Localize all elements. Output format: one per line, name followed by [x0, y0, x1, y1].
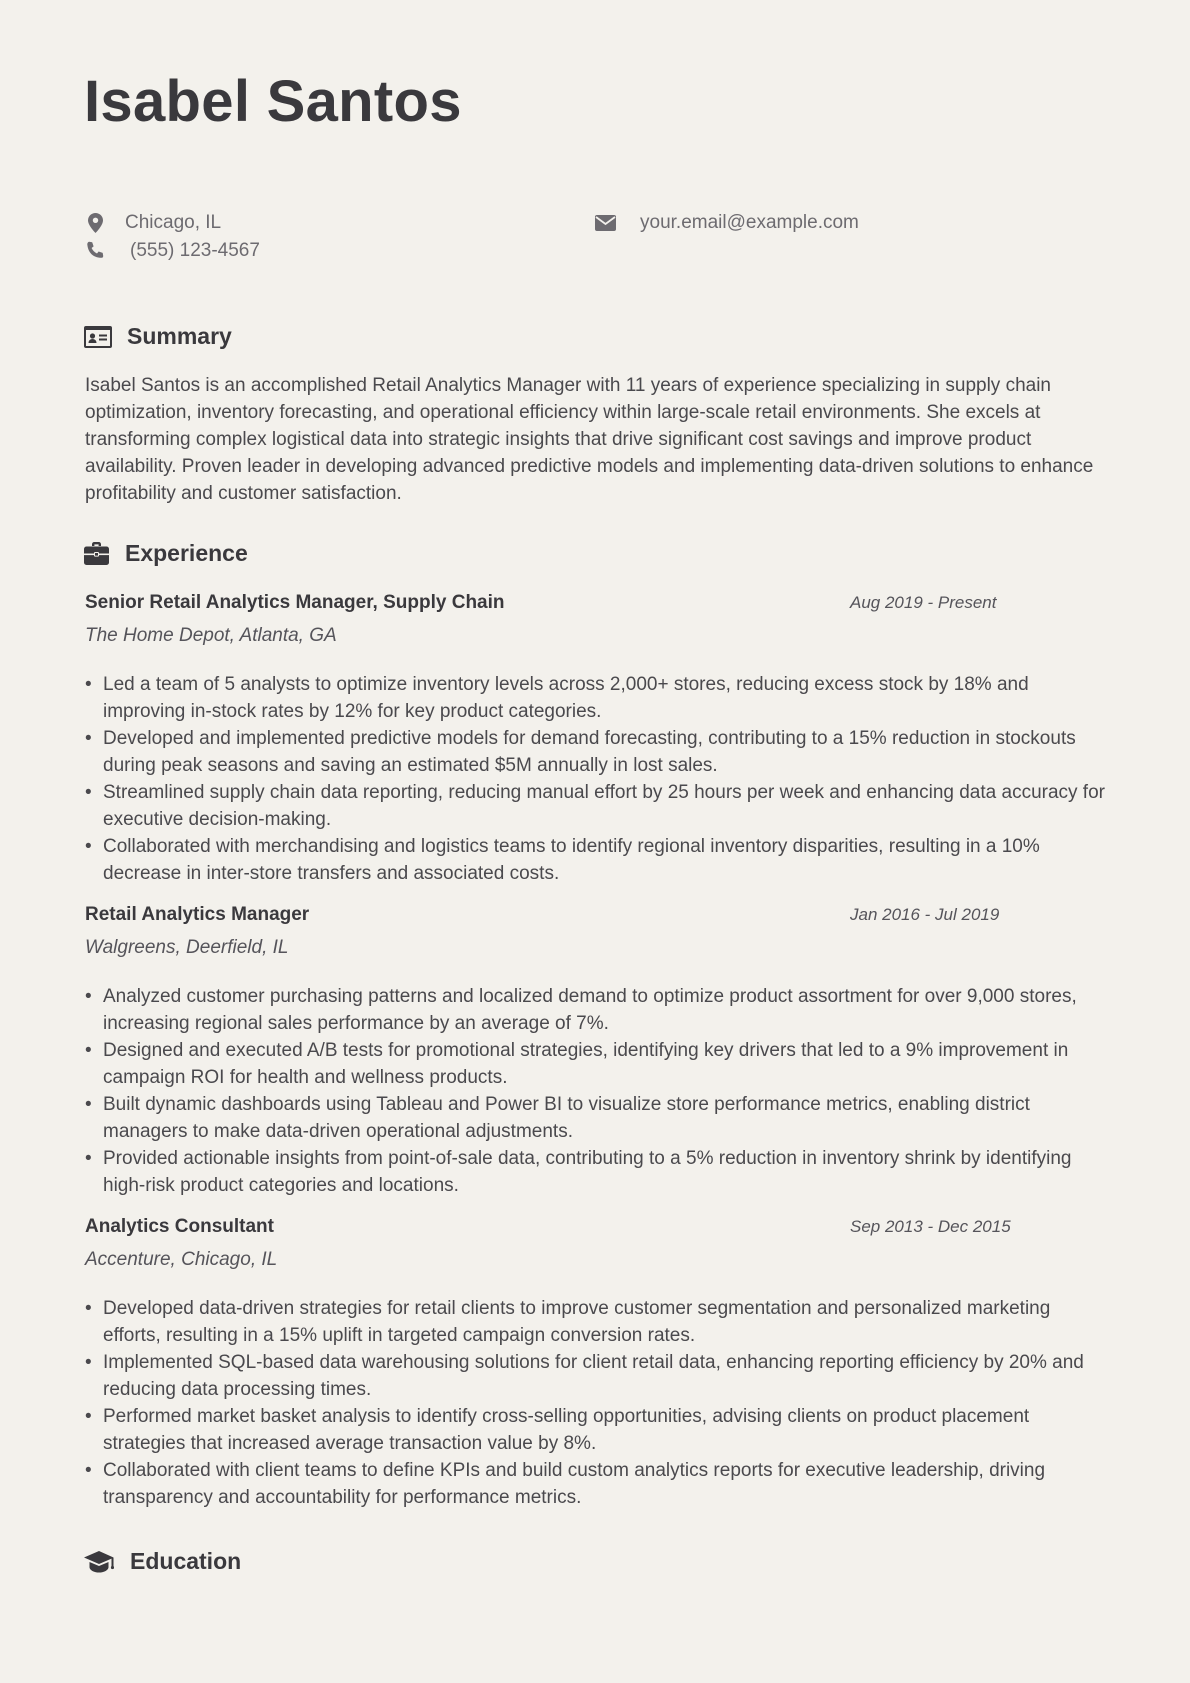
envelope-icon — [594, 212, 616, 234]
job-title: Senior Retail Analytics Manager, Supply Chain — [85, 592, 505, 613]
graduation-cap-icon — [84, 1550, 116, 1574]
summary-text: Isabel Santos is an accomplished Retail Analytics Manager with 11 years of experience specializing in supply chain optimization, inventory forecasting, and operational efficiency within large-scale retail environments. She excels at transforming complex logistical data into strategic insights that drive significant cost savings and improve product availability. Proven leader in developing advanced predictive models and implementing data-driven solutions to enhance profitability and customer satisfaction. — [85, 375, 1094, 504]
job-company: Accenture, Chicago, IL — [85, 1249, 278, 1270]
job-dates: Aug 2019 - Present — [850, 593, 997, 612]
job-title: Analytics Consultant — [85, 1216, 274, 1237]
job-bullets — [85, 671, 1110, 887]
experience-title: Experience — [125, 540, 248, 566]
education-title: Education — [130, 1548, 242, 1574]
id-card-icon — [84, 325, 112, 349]
contact-email[interactable] — [594, 212, 859, 234]
phone-icon — [84, 240, 106, 262]
job-company: The Home Depot, Atlanta, GA — [85, 625, 337, 646]
education-heading — [84, 1548, 241, 1575]
job-bullet: • Developed and implemented predictive models for demand forecasting, contributing to a 15% reduction in stockouts during peak seasons and saving an estimated $5M annually in lost sales. — [85, 725, 1110, 779]
job-bullet: • Collaborated with client teams to define KPIs and build custom analytics reports for executive leadership, driving transparency and accountability for performance metrics. — [85, 1457, 1110, 1511]
job-bullet: • Collaborated with merchandising and logistics teams to identify regional inventory disparities, resulting in a 10% decrease in inter-store transfers and associated costs. — [85, 833, 1110, 887]
job-dates: Jan 2016 - Jul 2019 — [850, 905, 1000, 924]
contact-phone — [84, 240, 260, 262]
job-bullets — [85, 1295, 1110, 1511]
job-bullet: • Built dynamic dashboards using Tableau and Power BI to visualize store performance metrics, enabling district managers to make data-driven operational adjustments. — [85, 1091, 1110, 1145]
job-bullet: • Developed data-driven strategies for retail clients to improve customer segmentation and personalized marketing efforts, resulting in a 15% uplift in targeted campaign conversion rates. — [85, 1295, 1110, 1349]
location-text: Chicago, IL — [125, 212, 222, 233]
contact-location — [84, 212, 221, 234]
job-bullet: • Designed and executed A/B tests for promotional strategies, identifying key drivers that led to a 9% improvement in campaign ROI for health and wellness products. — [85, 1037, 1110, 1091]
job-bullet: • Streamlined supply chain data reporting, reducing manual effort by 25 hours per week and enhancing data accuracy for executive decision-making. — [85, 779, 1110, 833]
map-marker-icon — [84, 212, 106, 234]
job-company: Walgreens, Deerfield, IL — [85, 937, 289, 958]
candidate-name: Isabel Santos — [84, 69, 462, 134]
job-bullet: • Analyzed customer purchasing patterns and localized demand to optimize product assortment for over 9,000 stores, increasing regional sales performance by an average of 7%. — [85, 983, 1110, 1037]
phone-text: (555) 123-4567 — [130, 240, 260, 261]
job-bullet: • Implemented SQL-based data warehousing solutions for client retail data, enhancing reporting efficiency by 20% and reducing data processing times. — [85, 1349, 1110, 1403]
briefcase-icon — [84, 542, 112, 566]
job-bullet: • Led a team of 5 analysts to optimize inventory levels across 2,000+ stores, reducing excess stock by 18% and improving in-stock rates by 12% for key product categories. — [85, 671, 1110, 725]
summary-title: Summary — [127, 323, 232, 349]
job-title: Retail Analytics Manager — [85, 904, 310, 925]
experience-heading — [84, 540, 248, 567]
summary-heading — [84, 323, 232, 350]
job-dates: Sep 2013 - Dec 2015 — [850, 1217, 1011, 1236]
job-bullets — [85, 983, 1110, 1199]
email-text[interactable]: your.email@example.com — [640, 212, 859, 233]
job-bullet: • Provided actionable insights from point-of-sale data, contributing to a 5% reduction in inventory shrink by identifying high-risk product categories and locations. — [85, 1145, 1110, 1199]
job-bullet: • Performed market basket analysis to identify cross-selling opportunities, advising clients on product placement strategies that increased average transaction value by 8%. — [85, 1403, 1110, 1457]
